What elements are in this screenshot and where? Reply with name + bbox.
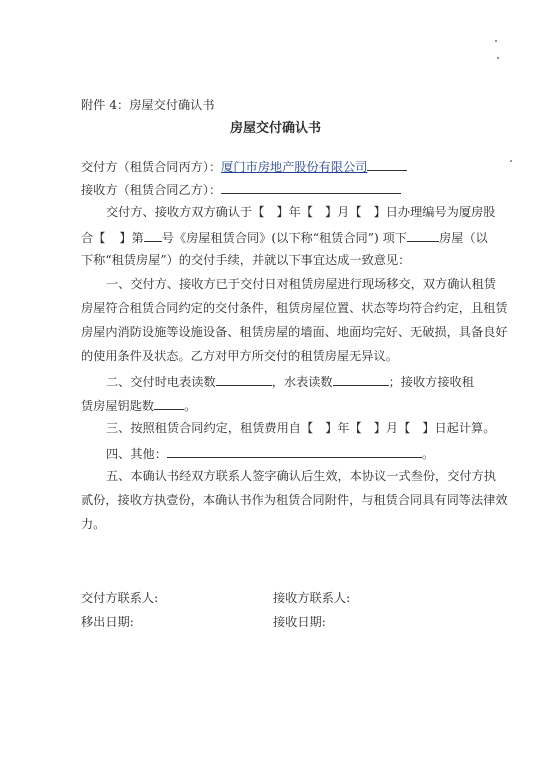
clause-3-line: [106, 420, 495, 436]
intro-line-1: [106, 204, 495, 220]
clause-4-label: 四、其他：: [106, 447, 167, 461]
intro-text: 】日办理编号为厦房股: [373, 205, 496, 219]
clause-2-text: 赁房屋钥匙数: [81, 399, 155, 413]
key-count-blank: [154, 396, 184, 410]
delivering-party-label: 交付方（租赁合同丙方）：: [81, 160, 222, 174]
intro-text: 合【: [81, 231, 106, 245]
clause-2-text: 。: [184, 399, 197, 413]
intro-text: 交付方、接收方双方确认于【: [106, 205, 265, 219]
intro-text: 】第: [119, 231, 144, 245]
clause-4-end: 。: [421, 447, 435, 461]
receive-contact-label: 接收方联系人:: [273, 591, 351, 605]
clause-2-text: 二、交付时电表读数: [106, 375, 216, 389]
intro-text: 】月【: [325, 205, 362, 219]
intro-text: 号《房屋租赁合同》(以下称“租赁合同”) 项下: [161, 231, 407, 245]
document-title: 房屋交付确认书: [230, 121, 322, 136]
scan-speck: [510, 160, 512, 162]
deliver-contact-label: 交付方联系人:: [81, 591, 159, 605]
clause-1-line-4: 的使用条件及状态。乙方对甲方所交付的租赁房屋无异议。: [81, 349, 398, 363]
clause-3-text: 】日起计算。: [422, 421, 496, 435]
clause-5-line-1: 五、本确认书经双方联系人签字确认后生效，本协议一式叁份，交付方执: [106, 469, 496, 483]
clause-1-line-3: 房屋内消防设施等设施设备、租赁房屋的墙面、地面均完好、无破损，具备良好: [81, 325, 508, 339]
clause-1-line-1: 一、交付方、接收方已于交付日对租赁房屋进行现场移交，双方确认租赁: [106, 277, 496, 291]
delivering-party-line: [81, 157, 407, 175]
clause-2-line-1: [106, 372, 474, 390]
intro-text: 】年【: [276, 205, 313, 219]
scan-speck: [497, 57, 499, 59]
water-meter-blank: [333, 372, 389, 386]
intro-line-3: 下称“租赁房屋”）的交付手续，并就以下事宜达成一致意见：: [81, 253, 411, 267]
scan-speck: [495, 40, 497, 42]
receiving-party-label: 接收方（租赁合同乙方）：: [81, 183, 222, 197]
other-blank: [167, 444, 422, 458]
clause-3-text: 三、按照租赁合同约定，租赁费用自【: [106, 421, 314, 435]
delivering-party-underline: [367, 157, 407, 171]
clause-4-line: [106, 444, 434, 462]
clause-5-line-3: 力。: [81, 517, 106, 531]
move-out-date-label: 移出日期:: [81, 615, 134, 629]
clause-5-line-2: 贰份，接收方执壹份，本确认书作为租赁合同附件，与租赁合同具有同等法律效: [81, 493, 508, 507]
clause-3-text: 】月【: [373, 421, 411, 435]
clause-3-text: 】年【: [325, 421, 362, 435]
contract-number-blank: [144, 228, 162, 242]
receiving-party-line: [81, 180, 401, 198]
electric-meter-blank: [216, 372, 272, 386]
clause-2-line-2: [81, 396, 196, 414]
attachment-label: 附件 4：房屋交付确认书: [81, 98, 215, 112]
clause-1-line-2: 房屋符合租赁合同约定的交付条件，租赁房屋位置、状态等均符合约定，且租赁: [81, 301, 508, 315]
intro-line-2: [81, 228, 488, 246]
clause-2-text: ；接收方接收租: [388, 375, 474, 389]
delivering-party-value: 厦门市房地产股份有限公司: [221, 160, 368, 174]
property-blank: [407, 228, 439, 242]
intro-text: 房屋（以: [438, 231, 488, 245]
clause-2-text: ，水表读数: [271, 375, 333, 389]
receive-date-label: 接收日期:: [273, 615, 326, 629]
receiving-party-blank: [221, 180, 401, 194]
